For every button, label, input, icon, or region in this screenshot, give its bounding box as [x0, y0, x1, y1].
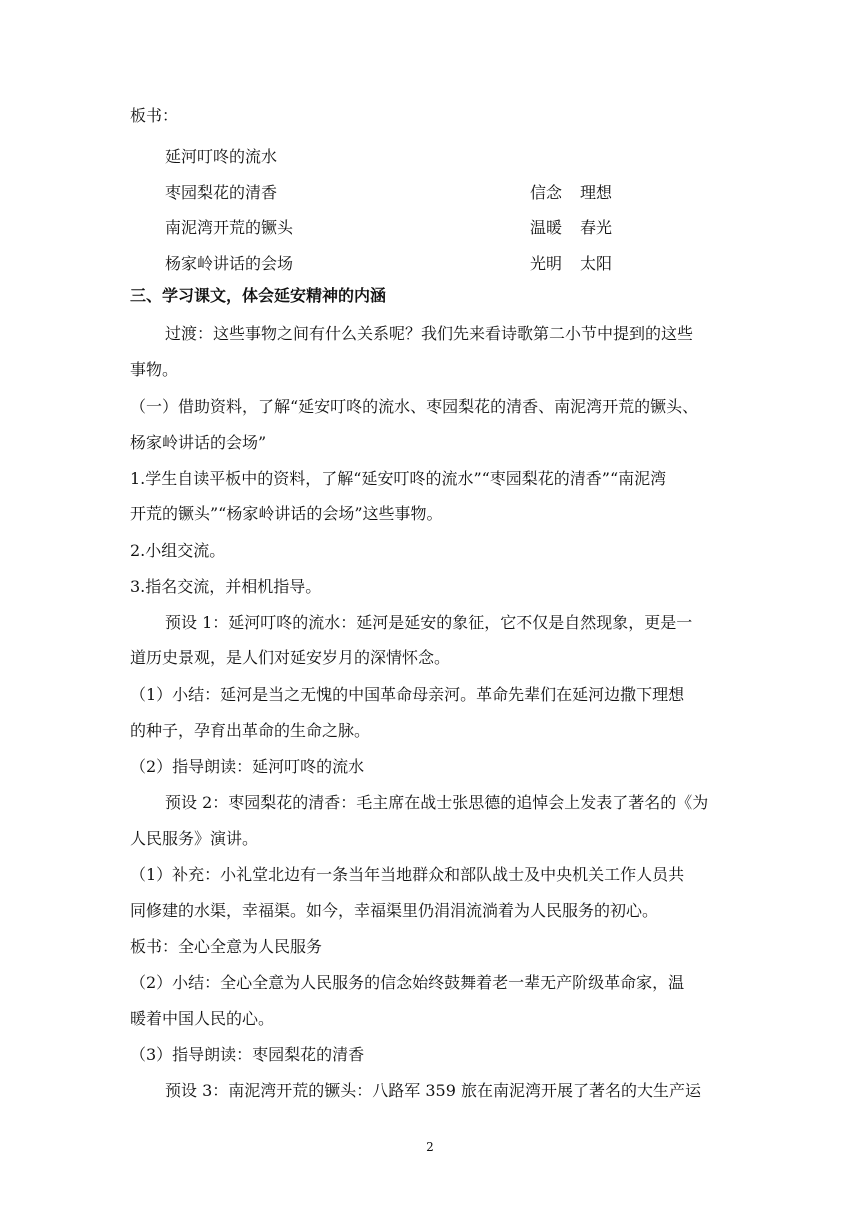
paragraph-line: 预设 1：延河叮咚的流水：延河是延安的象征，它不仅是自然现象，更是一	[165, 613, 693, 632]
paragraph-line: 预设 3：南泥湾开荒的镢头：八路军 359 旅在南泥湾开展了著名的大生产运	[165, 1081, 701, 1100]
paragraph-line: （一）借助资料，了解“延安叮咚的流水、枣园梨花的清香、南泥湾开荒的镢头、	[130, 397, 699, 416]
board-row	[165, 183, 725, 203]
paragraph-line: （1）小结：延河是当之无愧的中国革命母亲河。革命先辈们在延河边撒下理想	[130, 685, 685, 704]
board-label: 板书：	[130, 106, 179, 125]
page-number: 2	[426, 1140, 434, 1154]
paragraph-line: 暖着中国人民的心。	[130, 1009, 275, 1028]
board-row	[165, 218, 725, 238]
section-heading: 三、学习课文，体会延安精神的内涵	[130, 286, 387, 305]
board-row-right	[530, 254, 612, 274]
board-row-right	[530, 218, 612, 238]
board-row-right	[530, 183, 612, 203]
paragraph-line: 人民服务》演讲。	[130, 829, 259, 848]
paragraph-line: 事物。	[130, 360, 179, 379]
paragraph-line: 道历史景观，是人们对延安岁月的深情怀念。	[130, 648, 451, 667]
board-row-left: 延河叮咚的流水	[165, 147, 278, 166]
board-row	[165, 147, 725, 167]
paragraph-line: 预设 2：枣园梨花的清香：毛主席在战士张思德的追悼会上发表了著名的《为	[165, 793, 709, 812]
paragraph-line: 过渡：这些事物之间有什么关系呢？我们先来看诗歌第二小节中提到的这些	[165, 324, 694, 343]
board-keyword: 光明	[530, 254, 563, 273]
board-keyword: 信念	[530, 183, 563, 202]
board-keyword: 太阳	[580, 254, 613, 273]
board-row	[165, 254, 725, 274]
paragraph-line: （2）小结：全心全意为人民服务的信念始终鼓舞着老一辈无产阶级革命家，温	[130, 973, 685, 992]
paragraph-line: （1）补充：小礼堂北边有一条当年当地群众和部队战士及中央机关工作人员共	[130, 865, 685, 884]
paragraph-line: （2）指导朗读：延河叮咚的流水	[130, 757, 365, 776]
paragraph-line: 3.指名交流，并相机指导。	[130, 577, 322, 596]
board-keyword: 春光	[580, 218, 613, 237]
board-keyword: 理想	[580, 183, 613, 202]
paragraph-line: 杨家岭讲话的会场”	[130, 433, 267, 452]
paragraph-line: 1.学生自读平板中的资料，了解“延安叮咚的流水”“枣园梨花的清香”“南泥湾	[130, 469, 667, 488]
board-row-left: 杨家岭讲话的会场	[165, 254, 294, 273]
paragraph-line: 2.小组交流。	[130, 541, 226, 560]
paragraph-line: （3）指导朗读：枣园梨花的清香	[130, 1045, 365, 1064]
paragraph-line: 板书：全心全意为人民服务	[130, 937, 323, 956]
board-row-left: 南泥湾开荒的镢头	[165, 218, 294, 237]
board-keyword: 温暖	[530, 218, 563, 237]
paragraph-line: 的种子，孕育出革命的生命之脉。	[130, 721, 371, 740]
board-row-left: 枣园梨花的清香	[165, 183, 278, 202]
paragraph-line: 开荒的镢头”“杨家岭讲话的会场”这些事物。	[130, 504, 443, 523]
paragraph-line: 同修建的水渠，幸福渠。如今，幸福渠里仍涓涓流淌着为人民服务的初心。	[130, 901, 659, 920]
